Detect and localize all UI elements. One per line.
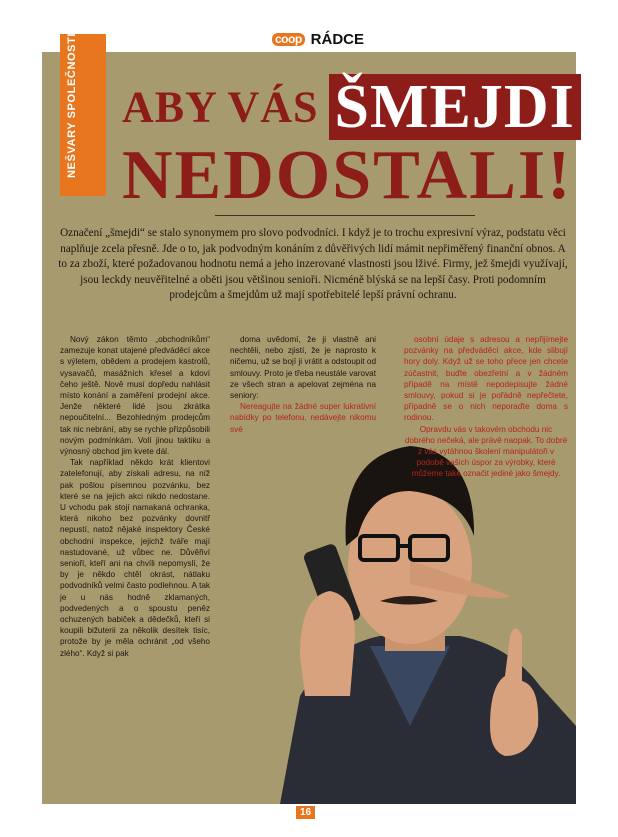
hand-right-shape: [490, 629, 538, 757]
warning-paragraph: Opravdu vás v takovém obchodu nic dobrého nečeká, ale právě naopak. To dobré z vás vytáhnou školení manipulátoři v podobě vašich úspor za výrobky, které můžeme také označit jediné jako šmejdy.: [404, 424, 568, 479]
section-ribbon-label: NEŠVARY SPOLEČNOSTI: [66, 32, 78, 178]
body-column-2: [230, 334, 376, 435]
headline-part-1: ABY VÁS: [122, 82, 319, 132]
body-column-1: [60, 334, 210, 659]
warning-paragraph: osobní údaje s adresou a nepřijímejte pozvánky na předváděcí akce, kde slibují hory doly. Když už se toho přece jen chcete zúčastnit, buďte obezřetní a v žádném případě na místě nepodepisujte žádné smlouvy, pokud si je pořádně nepřečtete, případně se o nich neporaďte doma s rodinou.: [404, 335, 568, 423]
lead-paragraph: Označení „šmejdi“ se stalo synonymem pro slovo podvodníci. I když je to trochu expresivní výraz, podstatu věci naplňuje zcela přesně. Jde o to, jak podvodným konáním z důvěřivých lidí mámit nepřiměřený finanční obnos. A to za zboží, které požadovanou hodnotu nemá a jeho inzerované vlastnosti jsou lživé. Firmy, jež šmejdi využívají, jsou leckdy neuvěřitelné a oběti jsou většinou senioři. Nicméně blýská se na lepší časy. Proti podomním prodejcům a šmejdům už mají spotřebitelé lepší právní ochranu.: [58, 227, 568, 302]
body-column-3: [404, 334, 568, 480]
headline-line-1: [122, 74, 581, 140]
page-number: 16: [296, 806, 315, 819]
headline-divider: [215, 215, 475, 216]
headline-part-2: ŠMEJDI: [329, 74, 581, 140]
warning-paragraph: Nereagujte na žádné super lukrativní nabídky po telefonu, nedávejte nikomu své: [230, 402, 376, 434]
paragraph: doma uvědomí, že ji vlastně ani nechtěli, nebo zjistí, že je naprosto k ničemu, už se bojí ji vrátit a odstoupit od smlouvy. Proto je třeba neustále varovat ze všech stran a apelovat zejména na seniory:: [230, 335, 376, 401]
coop-logo: coop: [272, 33, 305, 46]
paragraph: Tak například někdo krát klientovi zatelefonují, aby získali adresu, na níž pak pošlou písemnou pozvánku, bez které se na jejich akci nikdo nedostane. U vchodu pak stojí namakaná ochranka, která nikoho bez pozvánky dovnitř nepustí, natož nějaké inspektory České obchodní inspekce, jejichž tváře mají nastudované, už vůbec ne. Důvěřiví senioři, kteří ani na chvíli nepomyslí, že by je někdo chtěl okrást, nátlaku podvodníků velmi často podlehnou. A tak je u nás hodně zklamaných, podvedených a o spoustu peněz ochuzených babiček a dědečků, kteří si koupili bižuterii za několik desítek tisíc, protože by je měla ochránit „od všeho zlého“. Když si pak: [60, 458, 210, 658]
headline-part-3: NEDOSTALI!: [122, 137, 573, 214]
magazine-title: RÁDCE: [310, 31, 365, 48]
brand: [272, 31, 364, 48]
hand-left-shape: [300, 591, 355, 696]
paragraph: Nový zákon těmto „obchodníkům“ zamezuje konat utajené předváděcí akce s výletem, obědem a prodejem kastrolů, vysavačů, masážních křesel a kdoví čeho ještě. Nově musí dopředu nahlásit místo konání a zaměření prodejní akce. Jenže některé lidé jsou zkrátka nepoučitelní... Bezohledným prodejcům tak nic nebrání, aby se rychle přizpůsobili novým podmínkám. Volí jinou taktiku a výnosný obchod jim kvete dál.: [60, 335, 210, 457]
